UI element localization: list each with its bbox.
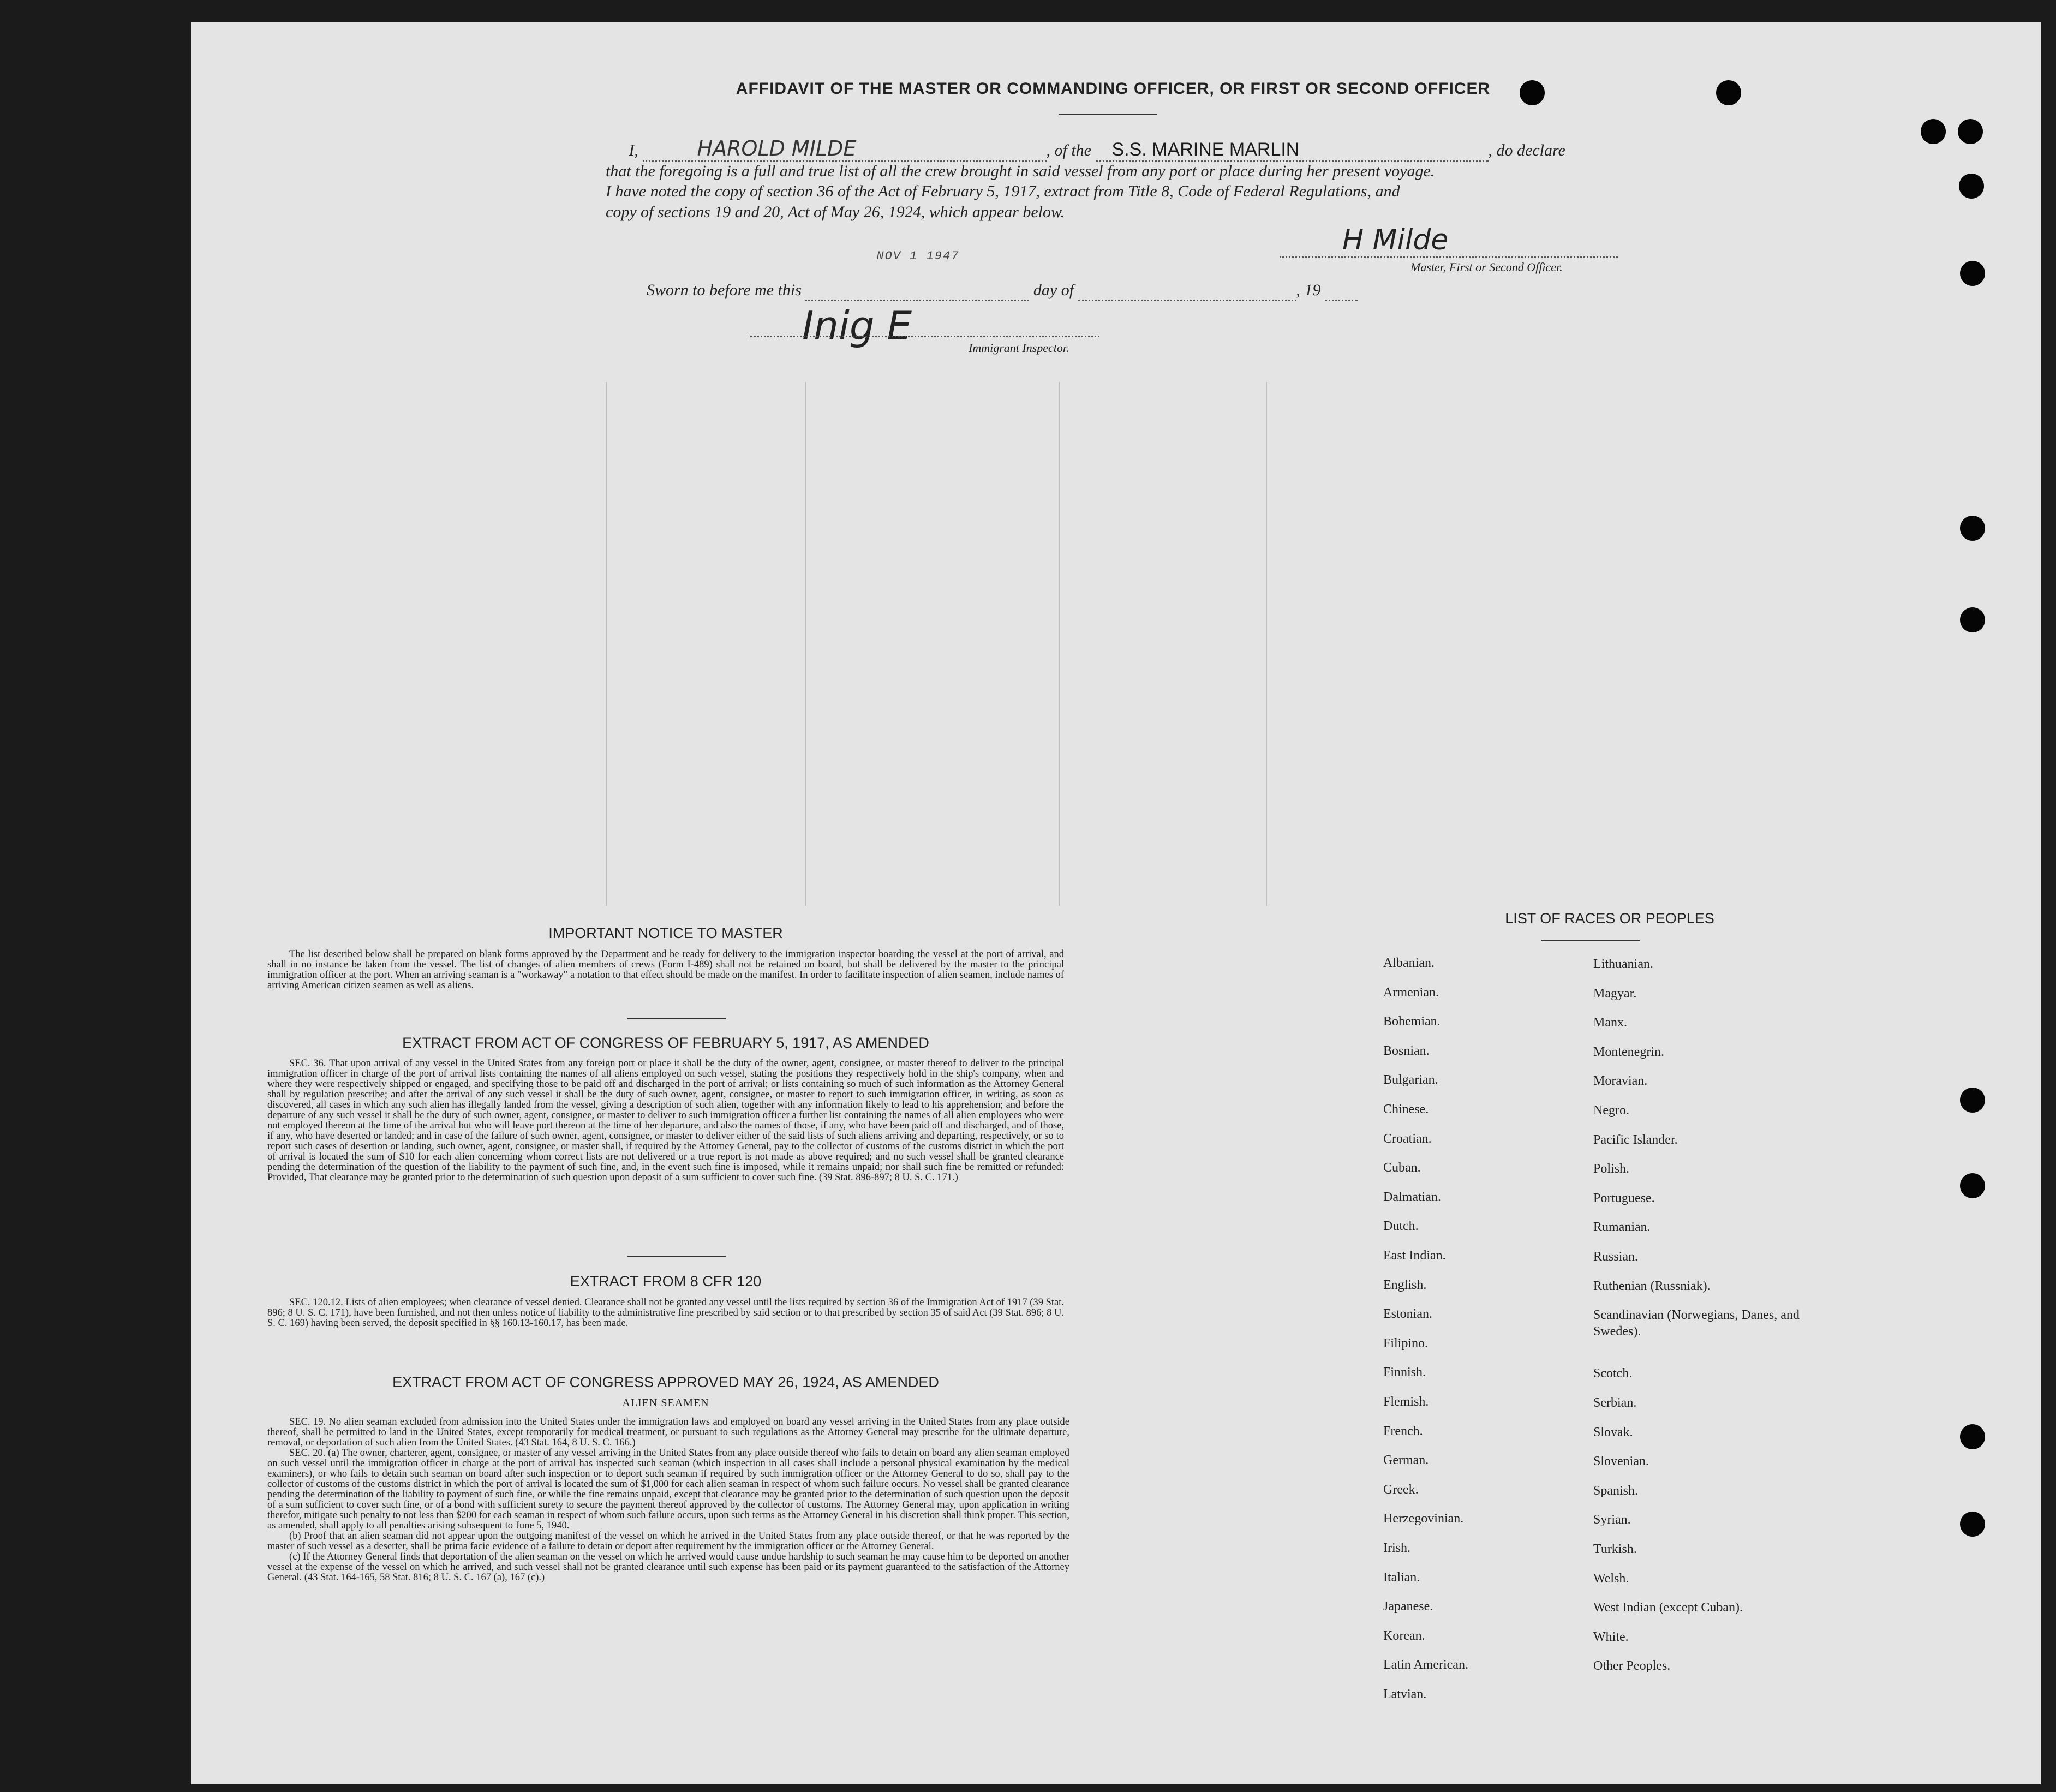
- race-item: Flemish.: [1383, 1395, 1429, 1409]
- extract-1924-subheading: ALIEN SEAMEN: [622, 1397, 709, 1409]
- extract-cfr-heading: EXTRACT FROM 8 CFR 120: [570, 1273, 762, 1289]
- inspector-caption: Immigrant Inspector.: [969, 341, 1069, 355]
- race-item: Cuban.: [1383, 1161, 1421, 1175]
- master-name: HAROLD MILDE: [697, 136, 857, 160]
- inspector-signature-line: [750, 336, 1099, 337]
- punch-hole: [1921, 119, 1946, 144]
- race-item: Bohemian.: [1383, 1014, 1441, 1029]
- declaration-line-1: [606, 136, 1621, 162]
- inspector-signature: Inig E: [802, 303, 912, 349]
- notice-heading: IMPORTANT NOTICE TO MASTER: [548, 925, 783, 941]
- race-item: Albanian.: [1383, 956, 1435, 970]
- extract-cfr-text: [267, 1298, 1064, 1329]
- race-item: Scandinavian (Norwegians, Danes, and Swedes).: [1593, 1308, 1800, 1339]
- extract-cfr-paragraph: SEC. 120.12. Lists of alien employees; when clearance of vessel denied. Clearance shall not be granted any vessel until the lists required by section 36 of the Immigration Act of 1917 (39 Stat. 896; 8 U. S. C. 171), have been furnished, and not then unless notice of liability to the administrative fine prescribed by said section or to that prescribed by section 35 of said Act (39 Stat. 896; 8 U. S. C. 169) having been served, the deposit specified in §§ 160.13-160.17, has been made.: [267, 1297, 1064, 1329]
- race-item: German.: [1383, 1453, 1429, 1468]
- race-item: West Indian (except Cuban).: [1593, 1600, 1743, 1615]
- race-item: Spanish.: [1593, 1483, 1639, 1498]
- race-item: Montenegrin.: [1593, 1044, 1664, 1059]
- date-stamp: NOV 1 1947: [876, 249, 960, 263]
- declaration-line-3: I have noted the copy of section 36 of the Act of February 5, 1917, extract from Title 8, Code of Federal Regulations, and: [606, 182, 1400, 200]
- section-divider: [627, 1256, 726, 1257]
- race-item: Herzegovinian.: [1383, 1512, 1464, 1526]
- race-item: French.: [1383, 1424, 1423, 1438]
- punch-hole: [1959, 174, 1984, 199]
- race-item: Lithuanian.: [1593, 957, 1653, 971]
- race-item: East Indian.: [1383, 1249, 1446, 1263]
- extract-1917-text: [267, 1059, 1064, 1183]
- master-signature: H Milde: [1342, 224, 1449, 256]
- race-item: Finnish.: [1383, 1365, 1426, 1380]
- race-item: Serbian.: [1593, 1396, 1637, 1410]
- race-item: Dalmatian.: [1383, 1190, 1441, 1204]
- race-item: Korean.: [1383, 1628, 1425, 1643]
- column-rule: [606, 382, 607, 906]
- notice-paragraph: The list described below shall be prepared on blank forms approved by the Department and be ready for delivery to the immigration inspector boarding the vessel at the port of arrival, and shall in no instance be taken from the vessel. The list of changes of alien members of crews (Form I-489) shall not be retained on board, but shall be delivered by the master to the principal immigration officer at the port. When an arriving seaman is a "workaway" a notation to that effect should be made on the manifest. In order to facilitate inspection of alien seamen, include names of arriving American citizen seamen as well as aliens.: [267, 949, 1064, 991]
- month-field: [1078, 281, 1296, 301]
- of-the-label: , of the: [1046, 141, 1091, 159]
- extract-1924-text: [267, 1417, 1069, 1583]
- race-item: Turkish.: [1593, 1542, 1637, 1556]
- race-item: Rumanian.: [1593, 1220, 1651, 1235]
- race-item: Estonian.: [1383, 1307, 1432, 1322]
- declaration-line-4: copy of sections 19 and 20, Act of May 26, 1924, which appear below.: [606, 203, 1065, 221]
- vessel-name: S.S. MARINE MARLIN: [1111, 139, 1300, 160]
- race-item: Italian.: [1383, 1570, 1420, 1585]
- race-item: Manx.: [1593, 1016, 1627, 1030]
- punch-hole: [1716, 80, 1741, 105]
- punch-hole: [1960, 1088, 1985, 1113]
- do-declare-label: , do declare: [1488, 141, 1565, 159]
- race-item: Welsh.: [1593, 1571, 1629, 1586]
- race-item: Latin American.: [1383, 1658, 1468, 1672]
- race-item: Syrian.: [1593, 1513, 1631, 1527]
- vessel-field: [1096, 139, 1489, 162]
- extract-1924-heading: EXTRACT FROM ACT OF CONGRESS APPROVED MAY 26, 1924, AS AMENDED: [392, 1374, 939, 1390]
- race-item: Pacific Islander.: [1593, 1132, 1678, 1147]
- punch-hole: [1960, 1512, 1985, 1537]
- race-item: Bulgarian.: [1383, 1073, 1438, 1088]
- year-field: [1325, 281, 1358, 301]
- year-label: , 19: [1296, 281, 1321, 299]
- race-item: Scotch.: [1593, 1366, 1633, 1381]
- race-item: Latvian.: [1383, 1687, 1427, 1701]
- race-item: Polish.: [1593, 1162, 1630, 1176]
- sec-20a-paragraph: SEC. 20. (a) The owner, charterer, agent, consignee, or master of any vessel arriving in the United States from any place outside thereof who fails to detain on board any alien seaman employed on such vessel until the immigration officer in charge at the port of arrival has inspected such seaman (which inspection in all cases shall include a personal physical examination by the medical examiners), or who fails to detain such seaman on board after such inspection or to deport such seaman if required by such immigration officer or the Attorney General to do so, shall pay to the collector of customs of the customs district in which the port of arrival is located the sum of $1,000 for each alien seaman in respect of whom such failure occurs. No vessel shall be granted clearance pending the determination of the liability to payment of such fine, or while the fine remains unpaid, except that clearance may be granted prior to the determination of such question upon the deposit of a sum sufficient to cover such fine, or of a bond with sufficient surety to secure the payment thereof approved by the collector of customs. The Attorney General may, upon application in writing therefor, mitigate such penalty to not less than $200 for each seaman in respect of whom such failure occurs, upon such terms as the Attorney General in his discretion shall think proper. This section, as amended, shall apply to all penalties arising subsequent to June 5, 1940.: [267, 1448, 1069, 1531]
- race-item: Greek.: [1383, 1482, 1419, 1497]
- section-divider: [627, 1018, 726, 1019]
- affidavit-title: AFFIDAVIT OF THE MASTER OR COMMANDING OFFICER, OR FIRST OR SECOND OFFICER: [736, 80, 1491, 98]
- sec-20c-paragraph: (c) If the Attorney General finds that deportation of the alien seaman on the vessel on which he arrived would cause undue hardship to such seaman he may cause him to be deported on another vessel at the expense of the vessel on which he arrived, and such vessel shall not be granted clearance until such expense has been paid or its payment guaranteed to the satisfaction of the Attorney General. (43 Stat. 164-165, 58 Stat. 816; 8 U. S. C. 167 (a), 167 (c).): [267, 1551, 1069, 1583]
- sec-19-paragraph: SEC. 19. No alien seaman excluded from admission into the United States under the immigration laws and employed on board any vessel arriving in the United States from any place outside thereof, shall be permitted to land in the United States, except temporarily for medical treatment, or pursuant to such regulations as the Attorney General may prescribe for the ultimate departure, removal, or deportation of such alien from the United States. (43 Stat. 164, 8 U. S. C. 166.): [267, 1417, 1069, 1448]
- race-item: Dutch.: [1383, 1219, 1419, 1234]
- punch-hole: [1958, 119, 1983, 144]
- master-caption: Master, First or Second Officer.: [1410, 260, 1563, 274]
- race-item: Portuguese.: [1593, 1191, 1655, 1205]
- race-item: Japanese.: [1383, 1599, 1433, 1614]
- race-item: Irish.: [1383, 1541, 1410, 1555]
- race-item: Moravian.: [1593, 1074, 1648, 1089]
- punch-hole: [1960, 1424, 1985, 1449]
- sec-20b-paragraph: (b) Proof that an alien seaman did not appear upon the outgoing manifest of the vessel on which he arrived in the United States from any place outside thereof, or that he was reported by the master of such vessel as a deserter, shall be prima facie evidence of a failure to detain or deport after requirement by the immigration officer or the Attorney General.: [267, 1531, 1069, 1552]
- column-rule: [1266, 382, 1267, 906]
- race-item: Chinese.: [1383, 1102, 1429, 1116]
- race-item: Negro.: [1593, 1103, 1629, 1118]
- race-item: Slovak.: [1593, 1425, 1633, 1439]
- race-item: Filipino.: [1383, 1336, 1429, 1351]
- name-field: [643, 136, 1047, 162]
- notice-text: [267, 949, 1064, 991]
- column-rule: [805, 382, 806, 906]
- race-item: Russian.: [1593, 1250, 1639, 1264]
- column-rule: [1059, 382, 1060, 906]
- title-divider: [1059, 114, 1157, 115]
- race-item: Slovenian.: [1593, 1454, 1649, 1469]
- race-item: Ruthenian (Russniak).: [1593, 1279, 1711, 1293]
- races-heading: LIST OF RACES OR PEOPLES: [1505, 910, 1714, 927]
- sworn-label: Sworn to before me this: [647, 281, 802, 299]
- race-item: English.: [1383, 1277, 1427, 1292]
- sworn-day-field: [805, 249, 1029, 301]
- day-of-label: day of: [1033, 281, 1074, 299]
- race-item: Other Peoples.: [1593, 1659, 1671, 1674]
- punch-hole: [1960, 1173, 1985, 1198]
- punch-hole: [1960, 607, 1985, 632]
- declaration-prefix: I,: [629, 141, 638, 159]
- master-signature-line: [1280, 256, 1618, 258]
- punch-hole: [1960, 261, 1985, 286]
- sworn-line: [647, 249, 1410, 301]
- race-item: Magyar.: [1593, 986, 1637, 1001]
- race-item: Croatian.: [1383, 1131, 1432, 1146]
- race-item: White.: [1593, 1629, 1629, 1644]
- race-item: Armenian.: [1383, 985, 1439, 1000]
- extract-1917-paragraph: SEC. 36. That upon arrival of any vessel in the United States from any foreign port or place it shall be the duty of the owner, agent, consignee, or master thereof to deliver to the principal immigration officer in charge of the port of arrival lists containing the names of all aliens employed on such vessel, stating the positions they respectively hold in the ship's company, when and where they were respectively shipped or engaged, and specifying those to be paid off and discharged in the port of arrival; or lists containing so much of such information as the Attorney General shall by regulation prescribe; and after the arrival of any such vessel it shall be the duty of such owner, agent, consignee, or master to report to such immigration officer, in writing, as soon as discovered, all cases in which any such alien has illegally landed from the vessel, giving a description of such alien, together with any information likely to lead to his apprehension; and before the departure of any such vessel it shall be the duty of such owner, agent, consignee, or master to deliver to such immigration officer a further list containing the names of all alien employees who were not employed thereon at the time of the arrival but who will leave port thereon at the time of her departure, and also the names of those, if any, who have been paid off and discharged, and of those, if any, who have deserted or landed; and in case of the failure of such owner, agent, consignee, or master to deliver either of the said lists of such aliens arriving and departing, respectively, or so to report such cases of desertion or landing, such owner, agent, consignee, or master shall, if required by the Attorney General, pay to the collector of customs of the customs district in which the port of arrival is located the sum of $10 for each alien concerning whom correct lists are not delivered or a true report is not made as above required; and no such vessel shall be granted clearance pending the determination of the question of the liability to the payment of such fine, and, in the event such fine is imposed, while it remains unpaid; nor shall such fine be remitted or refunded: Provided, That clearance may be granted prior to the determination of such question upon deposit of a sum sufficient to cover such fine. (39 Stat. 896-897; 8 U. S. C. 171.): [267, 1058, 1064, 1183]
- races-divider: [1541, 940, 1640, 941]
- extract-1917-heading: EXTRACT FROM ACT OF CONGRESS OF FEBRUARY 5, 1917, AS AMENDED: [402, 1035, 929, 1051]
- declaration-line-2: that the foregoing is a full and true list of all the crew brought in said vessel from any port or place during her present voyage.: [606, 162, 1435, 180]
- punch-hole: [1960, 516, 1985, 541]
- race-item: Bosnian.: [1383, 1043, 1430, 1058]
